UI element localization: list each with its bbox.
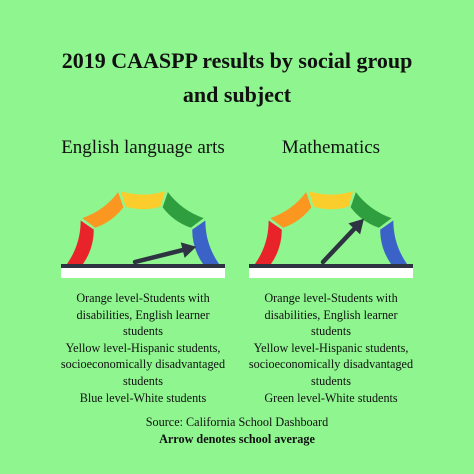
ela-panel-title: English language arts bbox=[61, 137, 225, 158]
ela-note-line: students bbox=[123, 324, 163, 339]
gauge-segment-yellow bbox=[121, 191, 165, 209]
arrow-legend-note: Arrow denotes school average bbox=[159, 432, 315, 446]
gauge-segment-blue bbox=[192, 221, 219, 264]
page-title bbox=[0, 44, 474, 112]
ela-panel bbox=[38, 136, 248, 406]
ela-gauge bbox=[61, 180, 225, 280]
math-note-line: Orange level-Students with bbox=[264, 291, 398, 305]
math-panel-title: Mathematics bbox=[281, 137, 381, 158]
math-note-line: Green level-White students bbox=[264, 390, 398, 405]
gauge-segment-red bbox=[255, 221, 282, 264]
title-line-2: and subject bbox=[182, 82, 292, 107]
gauge-base-bar bbox=[249, 264, 413, 268]
ela-note-line: students bbox=[123, 373, 163, 388]
math-panel bbox=[226, 136, 436, 406]
footer bbox=[0, 414, 474, 448]
gauge-segment-orange bbox=[270, 192, 311, 228]
ela-arrow-icon bbox=[135, 242, 196, 262]
gauge-base-plate bbox=[61, 268, 225, 278]
ela-note-line: disabilities, English learner bbox=[76, 307, 210, 322]
math-note-line: students bbox=[311, 373, 351, 388]
math-note-line: students bbox=[311, 324, 351, 339]
ela-notes bbox=[38, 290, 248, 406]
math-note-line: disabilities, English learner bbox=[264, 307, 398, 322]
gauge-segment-green bbox=[163, 192, 204, 228]
source-note: Source: California School Dashboard bbox=[145, 415, 329, 429]
math-notes bbox=[226, 290, 436, 406]
gauge-segment-red bbox=[67, 221, 94, 264]
math-note-line: socioeconomically disadvantaged bbox=[248, 357, 414, 372]
gauge-base-plate bbox=[249, 268, 413, 278]
ela-note-line: Yellow level-Hispanic students, bbox=[65, 340, 221, 355]
ela-note-line: socioeconomically disadvantaged bbox=[60, 357, 226, 372]
ela-note-line: Orange level-Students with bbox=[76, 291, 210, 305]
math-arrow-icon bbox=[323, 219, 364, 262]
title-line-1: 2019 CAASPP results by social group bbox=[61, 48, 413, 73]
math-gauge bbox=[249, 180, 413, 280]
math-note-line: Yellow level-Hispanic students, bbox=[253, 340, 409, 355]
gauge-segment-orange bbox=[82, 192, 123, 228]
gauge-base-bar bbox=[61, 264, 225, 268]
gauge-segment-blue bbox=[380, 221, 407, 264]
gauge-segment-yellow bbox=[309, 191, 353, 209]
ela-note-line: Blue level-White students bbox=[79, 390, 207, 405]
